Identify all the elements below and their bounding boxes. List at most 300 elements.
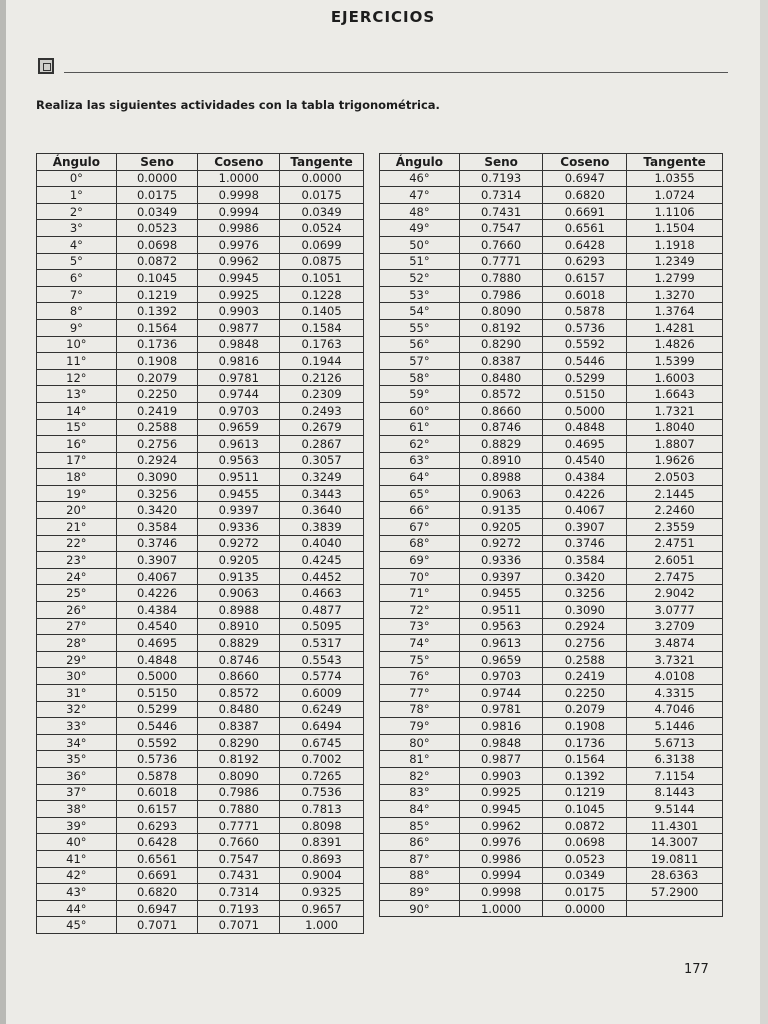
table-row — [380, 502, 723, 519]
sine-cell: 0.1219 — [116, 286, 198, 303]
angle-cell: 38° — [37, 801, 117, 818]
sine-cell: 0.9903 — [459, 767, 543, 784]
table-row — [380, 618, 723, 635]
sine-cell: 0.5878 — [116, 767, 198, 784]
tangent-cell: 0.2679 — [280, 419, 364, 436]
table-row — [37, 203, 364, 220]
tangent-cell: 0.2126 — [280, 369, 364, 386]
tangent-cell: 0.5543 — [280, 651, 364, 668]
table-row — [380, 270, 723, 287]
cosine-cell: 0.7547 — [198, 850, 280, 867]
tangent-cell: 1.3270 — [627, 286, 723, 303]
angle-cell: 71° — [380, 585, 460, 602]
sine-cell: 0.7771 — [459, 253, 543, 270]
table-row — [37, 336, 364, 353]
table-row — [37, 668, 364, 685]
angle-cell: 89° — [380, 884, 460, 901]
table-row — [37, 402, 364, 419]
table-row — [380, 353, 723, 370]
angle-cell: 0° — [37, 170, 117, 187]
tangent-cell: 1.0724 — [627, 187, 723, 204]
cosine-cell: 0.6428 — [543, 236, 627, 253]
table-row — [380, 834, 723, 851]
table-row — [37, 353, 364, 370]
sine-cell: 0.6691 — [116, 867, 198, 884]
sine-cell: 0.9613 — [459, 635, 543, 652]
sine-cell: 0.7880 — [459, 270, 543, 287]
angle-cell: 79° — [380, 718, 460, 735]
cosine-cell: 0.8660 — [198, 668, 280, 685]
table-row — [37, 734, 364, 751]
tangent-cell: 0.3057 — [280, 452, 364, 469]
cosine-cell: 0.8988 — [198, 602, 280, 619]
tangent-cell: 1.7321 — [627, 402, 723, 419]
tangent-cell: 1.5399 — [627, 353, 723, 370]
cosine-cell: 0.0523 — [543, 850, 627, 867]
cosine-cell: 0.1392 — [543, 767, 627, 784]
angle-cell: 29° — [37, 651, 117, 668]
cosine-cell: 0.2250 — [543, 685, 627, 702]
page-number: 177 — [684, 962, 709, 977]
angle-cell: 63° — [380, 452, 460, 469]
angle-cell: 69° — [380, 552, 460, 569]
angle-cell: 83° — [380, 784, 460, 801]
table-row — [380, 651, 723, 668]
sine-cell: 0.4384 — [116, 602, 198, 619]
table-row — [380, 386, 723, 403]
tangent-cell: 14.3007 — [627, 834, 723, 851]
cosine-cell: 0.3256 — [543, 585, 627, 602]
angle-cell: 53° — [380, 286, 460, 303]
angle-cell: 54° — [380, 303, 460, 320]
table-row — [37, 635, 364, 652]
sine-cell: 0.9994 — [459, 867, 543, 884]
sine-cell: 0.9135 — [459, 502, 543, 519]
table-row — [37, 519, 364, 536]
tangent-cell: 2.0503 — [627, 469, 723, 486]
table-row — [380, 236, 723, 253]
table-row — [37, 502, 364, 519]
cosine-cell: 0.0175 — [543, 884, 627, 901]
angle-cell: 62° — [380, 436, 460, 453]
sine-cell: 0.7071 — [116, 917, 198, 934]
tangent-cell: 1.4281 — [627, 319, 723, 336]
cosine-cell: 0.3584 — [543, 552, 627, 569]
sine-cell: 0.7986 — [459, 286, 543, 303]
table-row — [380, 635, 723, 652]
cosine-cell: 0.9455 — [198, 485, 280, 502]
sine-cell: 0.9877 — [459, 751, 543, 768]
sine-cell: 0.6820 — [116, 884, 198, 901]
tangent-cell: 2.7475 — [627, 568, 723, 585]
sine-cell: 0.9816 — [459, 718, 543, 735]
angle-cell: 43° — [37, 884, 117, 901]
table-row — [380, 718, 723, 735]
left-table-body — [37, 170, 364, 933]
angle-cell: 42° — [37, 867, 117, 884]
table-header-row — [37, 154, 364, 171]
tangent-cell: 4.7046 — [627, 701, 723, 718]
cosine-cell: 0.9511 — [198, 469, 280, 486]
tangent-cell: 2.2460 — [627, 502, 723, 519]
table-row — [37, 618, 364, 635]
angle-cell: 44° — [37, 900, 117, 917]
instruction-text: Realiza las siguientes actividades con la tabla trigonométrica. — [36, 98, 440, 112]
cosine-cell: 0.2588 — [543, 651, 627, 668]
cosine-cell: 0.4540 — [543, 452, 627, 469]
sine-cell: 0.5000 — [116, 668, 198, 685]
cosine-cell: 0.1736 — [543, 734, 627, 751]
table-row — [37, 834, 364, 851]
tangent-cell: 1.3764 — [627, 303, 723, 320]
angle-cell: 80° — [380, 734, 460, 751]
sine-cell: 0.3090 — [116, 469, 198, 486]
angle-cell: 87° — [380, 850, 460, 867]
cosine-cell: 0.2756 — [543, 635, 627, 652]
table-row — [380, 668, 723, 685]
sine-cell: 0.9272 — [459, 535, 543, 552]
tangent-cell: 0.1584 — [280, 319, 364, 336]
cosine-cell: 0.2079 — [543, 701, 627, 718]
sine-cell: 0.9336 — [459, 552, 543, 569]
tangent-cell: 1.9626 — [627, 452, 723, 469]
tangent-cell: 2.9042 — [627, 585, 723, 602]
tangent-cell: 0.7813 — [280, 801, 364, 818]
angle-cell: 7° — [37, 286, 117, 303]
sine-cell: 0.7660 — [459, 236, 543, 253]
table-row — [37, 436, 364, 453]
table-row — [37, 319, 364, 336]
cosine-cell: 0.7986 — [198, 784, 280, 801]
table-row — [37, 817, 364, 834]
table-row — [37, 602, 364, 619]
angle-cell: 67° — [380, 519, 460, 536]
cosine-cell: 0.5446 — [543, 353, 627, 370]
table-header-row — [380, 154, 723, 171]
table-row — [380, 220, 723, 237]
cosine-cell: 0.7771 — [198, 817, 280, 834]
section-divider — [64, 72, 728, 73]
cosine-cell: 0.8910 — [198, 618, 280, 635]
angle-cell: 72° — [380, 602, 460, 619]
tangent-cell: 0.2493 — [280, 402, 364, 419]
table-row — [37, 419, 364, 436]
angle-cell: 56° — [380, 336, 460, 353]
tangent-cell: 2.6051 — [627, 552, 723, 569]
tangent-cell: 0.3443 — [280, 485, 364, 502]
angle-cell: 64° — [380, 469, 460, 486]
tangent-cell — [627, 900, 723, 917]
cosine-cell: 0.4384 — [543, 469, 627, 486]
tangent-cell: 0.8693 — [280, 850, 364, 867]
table-row — [37, 187, 364, 204]
sine-cell: 0.8090 — [459, 303, 543, 320]
tangent-cell: 2.1445 — [627, 485, 723, 502]
table-row — [380, 419, 723, 436]
textbook-page — [6, 0, 760, 1024]
table-row — [380, 817, 723, 834]
angle-cell: 84° — [380, 801, 460, 818]
cosine-cell: 0.0698 — [543, 834, 627, 851]
cosine-cell: 0.9272 — [198, 535, 280, 552]
sine-cell: 0.3746 — [116, 535, 198, 552]
table-row — [380, 535, 723, 552]
cosine-cell: 0.4067 — [543, 502, 627, 519]
table-row — [380, 402, 723, 419]
angle-cell: 21° — [37, 519, 117, 536]
header-angle: Ángulo — [37, 154, 117, 171]
cosine-cell: 0.4695 — [543, 436, 627, 453]
cosine-cell: 0.3090 — [543, 602, 627, 619]
right-table-body — [380, 170, 723, 917]
cosine-cell: 0.1045 — [543, 801, 627, 818]
table-row — [380, 568, 723, 585]
table-row — [380, 784, 723, 801]
cosine-cell: 0.5150 — [543, 386, 627, 403]
sine-cell: 0.6561 — [116, 850, 198, 867]
trig-table-0-45 — [36, 153, 364, 934]
angle-cell: 20° — [37, 502, 117, 519]
cosine-cell: 0.6820 — [543, 187, 627, 204]
cosine-cell: 0.9563 — [198, 452, 280, 469]
tangent-cell: 0.6494 — [280, 718, 364, 735]
table-row — [380, 485, 723, 502]
angle-cell: 81° — [380, 751, 460, 768]
cosine-cell: 0.1564 — [543, 751, 627, 768]
sine-cell: 0.9781 — [459, 701, 543, 718]
tangent-cell: 2.4751 — [627, 535, 723, 552]
table-row — [380, 767, 723, 784]
tangent-cell: 3.2709 — [627, 618, 723, 635]
table-row — [37, 585, 364, 602]
angle-cell: 45° — [37, 917, 117, 934]
tangent-cell: 1.000 — [280, 917, 364, 934]
cosine-cell: 0.0349 — [543, 867, 627, 884]
cosine-cell: 0.9781 — [198, 369, 280, 386]
tangent-cell: 0.5095 — [280, 618, 364, 635]
cosine-cell: 0.8829 — [198, 635, 280, 652]
angle-cell: 16° — [37, 436, 117, 453]
angle-cell: 12° — [37, 369, 117, 386]
sine-cell: 0.7431 — [459, 203, 543, 220]
cosine-cell: 0.8192 — [198, 751, 280, 768]
angle-cell: 59° — [380, 386, 460, 403]
cosine-cell: 0.6293 — [543, 253, 627, 270]
cosine-cell: 0.9925 — [198, 286, 280, 303]
sine-cell: 0.9848 — [459, 734, 543, 751]
cosine-cell: 0.8572 — [198, 685, 280, 702]
angle-cell: 66° — [380, 502, 460, 519]
table-row — [380, 469, 723, 486]
angle-cell: 28° — [37, 635, 117, 652]
angle-cell: 18° — [37, 469, 117, 486]
header-cosine: Coseno — [198, 154, 280, 171]
angle-cell: 15° — [37, 419, 117, 436]
angle-cell: 51° — [380, 253, 460, 270]
tangent-cell: 0.5317 — [280, 635, 364, 652]
angle-cell: 48° — [380, 203, 460, 220]
tangent-cell: 0.6249 — [280, 701, 364, 718]
cosine-cell: 0.9063 — [198, 585, 280, 602]
cosine-cell: 0.8387 — [198, 718, 280, 735]
cosine-cell: 0.6691 — [543, 203, 627, 220]
tangent-cell: 0.5774 — [280, 668, 364, 685]
sine-cell: 0.8572 — [459, 386, 543, 403]
cosine-cell: 0.1219 — [543, 784, 627, 801]
sine-cell: 0.3420 — [116, 502, 198, 519]
sine-cell: 0.6428 — [116, 834, 198, 851]
cosine-cell: 0.9848 — [198, 336, 280, 353]
table-row — [380, 519, 723, 536]
table-row — [37, 386, 364, 403]
table-row — [380, 303, 723, 320]
header-cosine: Coseno — [543, 154, 627, 171]
tangent-cell: 0.3249 — [280, 469, 364, 486]
tangent-cell: 0.7536 — [280, 784, 364, 801]
cosine-cell: 0.0000 — [543, 900, 627, 917]
cosine-cell: 0.9945 — [198, 270, 280, 287]
angle-cell: 74° — [380, 635, 460, 652]
angle-cell: 19° — [37, 485, 117, 502]
cosine-cell: 0.3746 — [543, 535, 627, 552]
angle-cell: 40° — [37, 834, 117, 851]
tangent-cell: 0.3839 — [280, 519, 364, 536]
tangent-cell: 0.1051 — [280, 270, 364, 287]
tangent-cell: 0.4040 — [280, 535, 364, 552]
sine-cell: 0.0872 — [116, 253, 198, 270]
angle-cell: 55° — [380, 319, 460, 336]
header-tangent: Tangente — [627, 154, 723, 171]
sine-cell: 0.4067 — [116, 568, 198, 585]
header-angle: Ángulo — [380, 154, 460, 171]
angle-cell: 2° — [37, 203, 117, 220]
sine-cell: 0.9945 — [459, 801, 543, 818]
tangent-cell: 4.3315 — [627, 685, 723, 702]
table-row — [380, 187, 723, 204]
sine-cell: 0.9397 — [459, 568, 543, 585]
cosine-cell: 0.5000 — [543, 402, 627, 419]
tangent-cell: 3.0777 — [627, 602, 723, 619]
sine-cell: 0.2250 — [116, 386, 198, 403]
angle-cell: 82° — [380, 767, 460, 784]
sine-cell: 0.9962 — [459, 817, 543, 834]
sine-cell: 0.7193 — [459, 170, 543, 187]
cosine-cell: 0.7071 — [198, 917, 280, 934]
tangent-cell: 0.2309 — [280, 386, 364, 403]
angle-cell: 58° — [380, 369, 460, 386]
tangent-cell: 1.1918 — [627, 236, 723, 253]
sine-cell: 0.8387 — [459, 353, 543, 370]
sine-cell: 0.6157 — [116, 801, 198, 818]
tangent-cell: 0.0524 — [280, 220, 364, 237]
table-row — [380, 685, 723, 702]
table-row — [37, 767, 364, 784]
table-row — [380, 734, 723, 751]
angle-cell: 34° — [37, 734, 117, 751]
cosine-cell: 0.9659 — [198, 419, 280, 436]
angle-cell: 31° — [37, 685, 117, 702]
sine-cell: 0.8660 — [459, 402, 543, 419]
sine-cell: 0.3907 — [116, 552, 198, 569]
table-row — [37, 270, 364, 287]
sine-cell: 0.8480 — [459, 369, 543, 386]
sine-cell: 0.9976 — [459, 834, 543, 851]
sine-cell: 0.5592 — [116, 734, 198, 751]
cosine-cell: 0.7431 — [198, 867, 280, 884]
trig-table-46-90 — [379, 153, 723, 917]
cosine-cell: 0.9877 — [198, 319, 280, 336]
cosine-cell: 0.9998 — [198, 187, 280, 204]
table-row — [37, 651, 364, 668]
sine-cell: 0.4540 — [116, 618, 198, 635]
sine-cell: 0.8290 — [459, 336, 543, 353]
table-row — [37, 535, 364, 552]
angle-cell: 5° — [37, 253, 117, 270]
sine-cell: 0.0000 — [116, 170, 198, 187]
sine-cell: 0.1045 — [116, 270, 198, 287]
table-row — [380, 452, 723, 469]
tangent-cell: 28.6363 — [627, 867, 723, 884]
angle-cell: 52° — [380, 270, 460, 287]
tangent-cell: 0.1763 — [280, 336, 364, 353]
table-row — [380, 203, 723, 220]
cosine-cell: 0.8290 — [198, 734, 280, 751]
cosine-cell: 0.9744 — [198, 386, 280, 403]
table-row — [380, 552, 723, 569]
cosine-cell: 0.7660 — [198, 834, 280, 851]
table-row — [380, 751, 723, 768]
sine-cell: 0.3256 — [116, 485, 198, 502]
tangent-cell: 11.4301 — [627, 817, 723, 834]
tangent-cell: 0.7002 — [280, 751, 364, 768]
sine-cell: 0.8829 — [459, 436, 543, 453]
tangent-cell: 2.3559 — [627, 519, 723, 536]
tangent-cell: 0.9325 — [280, 884, 364, 901]
table-row — [380, 286, 723, 303]
table-row — [37, 236, 364, 253]
tangent-cell: 0.2867 — [280, 436, 364, 453]
angle-cell: 1° — [37, 187, 117, 204]
angle-cell: 33° — [37, 718, 117, 735]
angle-cell: 35° — [37, 751, 117, 768]
tangent-cell: 0.3640 — [280, 502, 364, 519]
sine-cell: 0.0523 — [116, 220, 198, 237]
sine-cell: 0.8192 — [459, 319, 543, 336]
angle-cell: 75° — [380, 651, 460, 668]
table-row — [380, 170, 723, 187]
table-row — [37, 850, 364, 867]
tangent-cell: 0.0175 — [280, 187, 364, 204]
sine-cell: 0.0349 — [116, 203, 198, 220]
sine-cell: 0.9063 — [459, 485, 543, 502]
sine-cell: 0.8910 — [459, 452, 543, 469]
table-row — [380, 602, 723, 619]
tangent-cell: 7.1154 — [627, 767, 723, 784]
sine-cell: 0.4695 — [116, 635, 198, 652]
angle-cell: 85° — [380, 817, 460, 834]
angle-cell: 77° — [380, 685, 460, 702]
sine-cell: 0.9744 — [459, 685, 543, 702]
angle-cell: 6° — [37, 270, 117, 287]
table-row — [37, 568, 364, 585]
table-row — [37, 552, 364, 569]
table-row — [380, 585, 723, 602]
angle-cell: 25° — [37, 585, 117, 602]
sine-cell: 0.0698 — [116, 236, 198, 253]
tangent-cell: 1.6003 — [627, 369, 723, 386]
tangent-cell: 0.4663 — [280, 585, 364, 602]
sine-cell: 0.9703 — [459, 668, 543, 685]
